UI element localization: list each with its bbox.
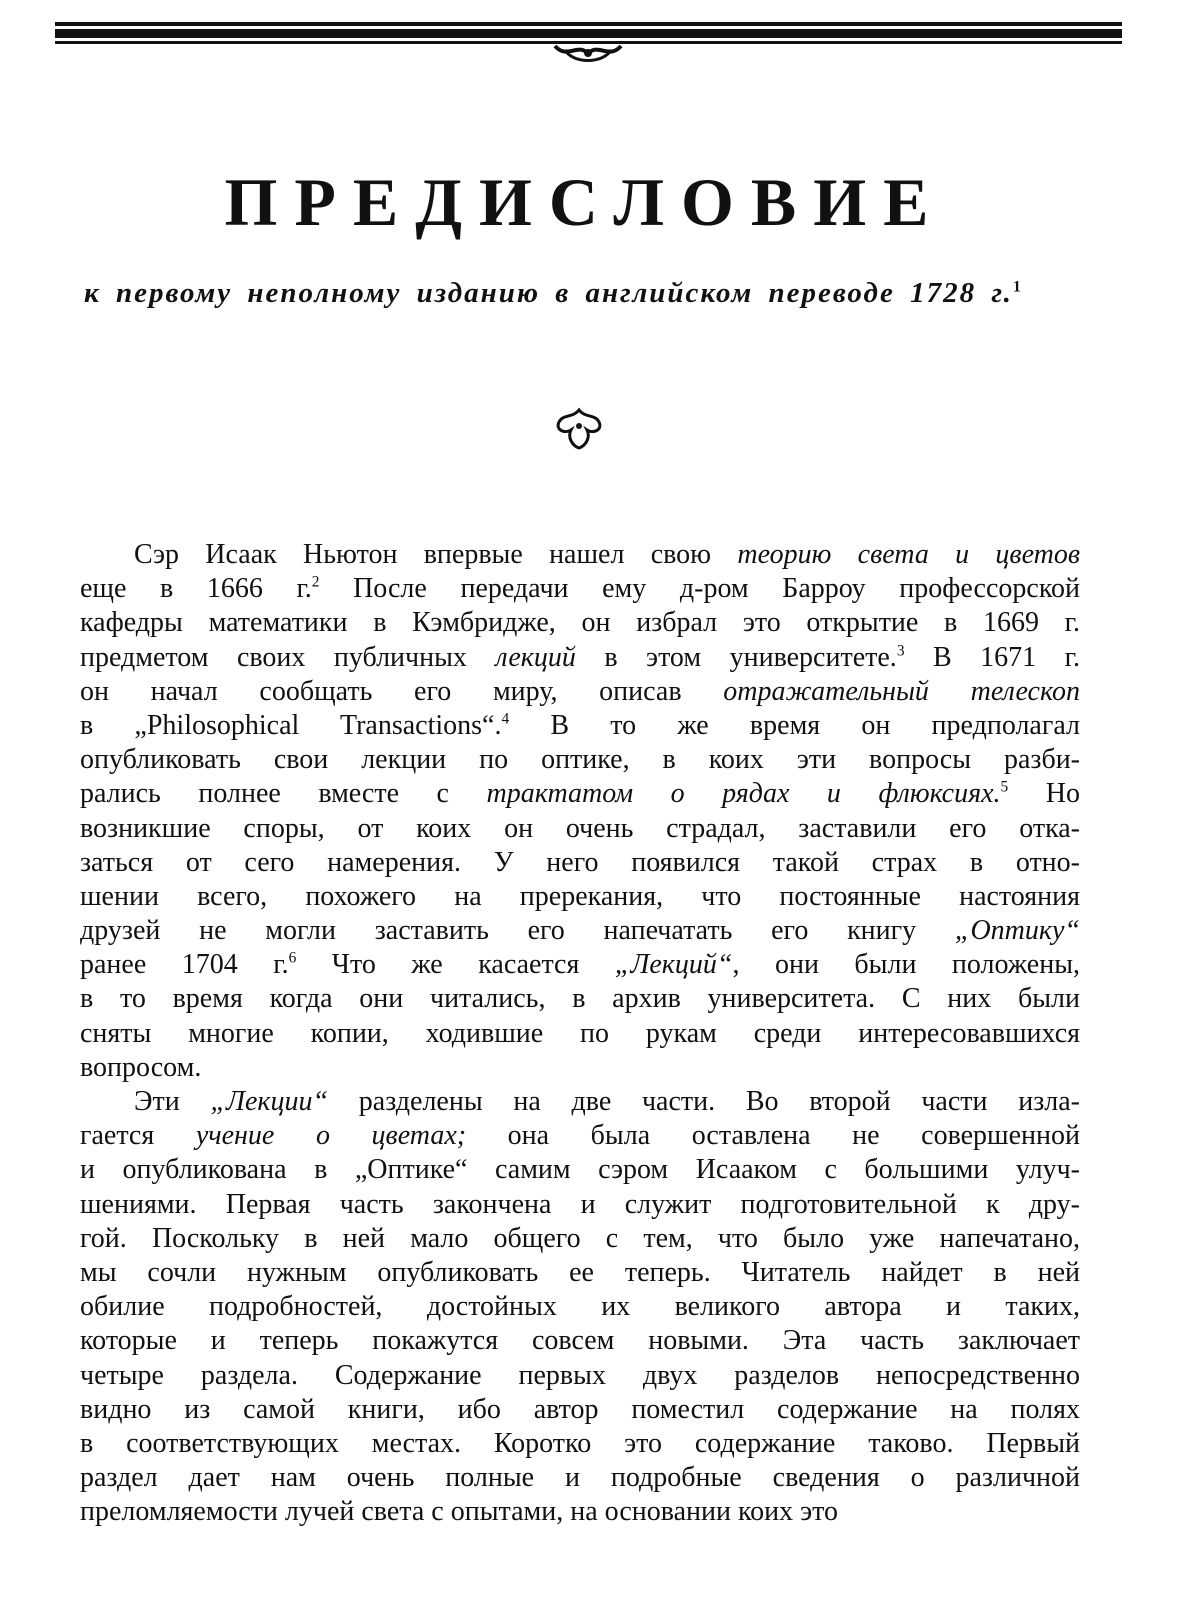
text-run: вопросом. <box>80 1051 202 1083</box>
text-run: ранее 1704 г. <box>80 949 289 981</box>
text-line <box>80 1290 1080 1324</box>
text-run: шении всего, похожего на пререкания, что постоянные настояния <box>80 880 1080 912</box>
text-run: еще в 1666 г. <box>80 573 312 605</box>
text-run: и опубликована в „Оптике“ самим сэром Исааком с большими улуч- <box>80 1154 1080 1186</box>
text-line <box>80 709 1080 743</box>
text-line <box>80 1051 1080 1085</box>
text-run: , они были положены, <box>732 949 1080 981</box>
text-run: в то время когда они читались, в архив университета. С них были <box>80 983 1080 1015</box>
text-run: в соответствующих местах. Коротко это содержание таково. Первый <box>80 1427 1080 1459</box>
text-run: гается <box>80 1120 196 1152</box>
text-run: разделены на две части. Во второй части изла- <box>328 1086 1080 1117</box>
text-run: заться от сего намерения. У него появился такой страх в отно- <box>80 846 1080 878</box>
italic-run: „Оптику“ <box>954 915 1080 947</box>
text-run: шениями. Первая часть закончена и служит подготовительной к дру- <box>80 1188 1080 1220</box>
text-run: В то же время он предполагал <box>509 709 1080 741</box>
text-line <box>80 914 1080 948</box>
italic-run: отражательный телескоп <box>723 675 1080 707</box>
page-title: ПРЕДИСЛОВИЕ <box>224 164 946 240</box>
text-line <box>80 1188 1080 1222</box>
text-line <box>80 538 1080 572</box>
text-line <box>80 846 1080 880</box>
text-run: Сэр Исаак Ньютон впервые нашел свою <box>134 539 738 570</box>
text-run: кафедры математики в Кэмбридже, он избрал это открытие в 1669 г. <box>80 607 1080 639</box>
text-line <box>80 1461 1080 1495</box>
text-line <box>80 1324 1080 1358</box>
text-run: обилие подробностей, достойных их великого автора и таких, <box>80 1291 1080 1323</box>
footnote-ref: 6 <box>288 949 297 967</box>
text-run: предметом своих публичных <box>80 641 496 673</box>
text-line <box>80 1393 1080 1427</box>
text-run: После передачи ему д-ром Барроу профессорской <box>319 573 1080 605</box>
text-run: четыре раздела. Содержание первых двух разделов непосредственно <box>80 1359 1080 1391</box>
text-run: она была оставлена не совершенной <box>466 1120 1080 1152</box>
text-line <box>80 606 1080 640</box>
text-run: видно из самой книги, ибо автор поместил содержание на полях <box>80 1393 1080 1425</box>
italic-run: теорию света и цветов <box>737 539 1080 570</box>
text-line <box>80 948 1080 982</box>
italic-run: лекций <box>495 641 576 673</box>
text-line <box>80 982 1080 1016</box>
text-run: он начал сообщать его миру, описав <box>80 675 724 707</box>
text-line <box>80 1495 1080 1529</box>
text-line <box>80 572 1080 606</box>
italic-run: „Лекций“ <box>614 949 733 981</box>
text-line <box>80 1427 1080 1461</box>
body-text <box>80 538 1080 1529</box>
text-line <box>80 1017 1080 1051</box>
subtitle-text: к первому неполному изданию в английском переводе 1728 г. <box>84 277 1013 309</box>
text-line <box>80 777 1080 811</box>
text-line <box>80 1153 1080 1187</box>
text-run: В 1671 г. <box>904 641 1080 673</box>
text-run: которые и теперь покажутся совсем новыми. Эта часть заключает <box>80 1325 1080 1357</box>
text-line <box>80 1119 1080 1153</box>
fleuron-ornament <box>553 406 605 452</box>
text-line <box>80 641 1080 675</box>
italic-run: „Лекции“ <box>210 1086 329 1117</box>
text-run: друзей не могли заставить его напечатать его книгу <box>80 915 955 947</box>
header-ornament <box>55 20 1122 66</box>
footnote-ref: 1 <box>1012 278 1023 296</box>
text-line <box>80 812 1080 846</box>
text-run: мы сочли нужным опубликовать ее теперь. Читатель найдет в ней <box>80 1256 1080 1288</box>
page-subtitle <box>84 276 1104 311</box>
text-run: сняты многие копии, ходившие по рукам среди интересовавшихся <box>80 1017 1080 1049</box>
text-line <box>80 880 1080 914</box>
text-run: в „Philosophical Transactions“. <box>80 709 502 741</box>
text-run: возникшие споры, от коих он очень страдал, заставили его отка- <box>80 812 1080 844</box>
text-run: в этом университете. <box>575 641 897 673</box>
text-line <box>80 1256 1080 1290</box>
footnote-ref: 5 <box>1000 778 1009 796</box>
italic-run: учение о цветах; <box>195 1120 467 1152</box>
footnote-ref: 4 <box>501 710 510 728</box>
text-line <box>80 1359 1080 1393</box>
text-run: рались полнее вместе с <box>80 778 487 810</box>
footnote-ref: 3 <box>896 642 905 660</box>
text-run: Но <box>1008 778 1080 810</box>
text-line <box>80 743 1080 777</box>
italic-run: трактатом о рядах и флюксиях. <box>486 778 1001 810</box>
text-line <box>80 1085 1080 1119</box>
text-run: Эти <box>134 1086 211 1117</box>
text-run: гой. Поскольку в ней мало общего с тем, что было уже напечатано, <box>80 1222 1080 1254</box>
text-run: Что же касается <box>296 949 615 981</box>
text-line <box>80 675 1080 709</box>
text-line <box>80 1222 1080 1256</box>
text-run: преломляемости лучей света с опытами, на основании коих это <box>80 1496 839 1528</box>
text-run: опубликовать свои лекции по оптике, в коих эти вопросы разби- <box>80 744 1080 776</box>
text-run: раздел дает нам очень полные и подробные сведения о различной <box>80 1462 1080 1494</box>
footnote-ref: 2 <box>311 573 320 591</box>
